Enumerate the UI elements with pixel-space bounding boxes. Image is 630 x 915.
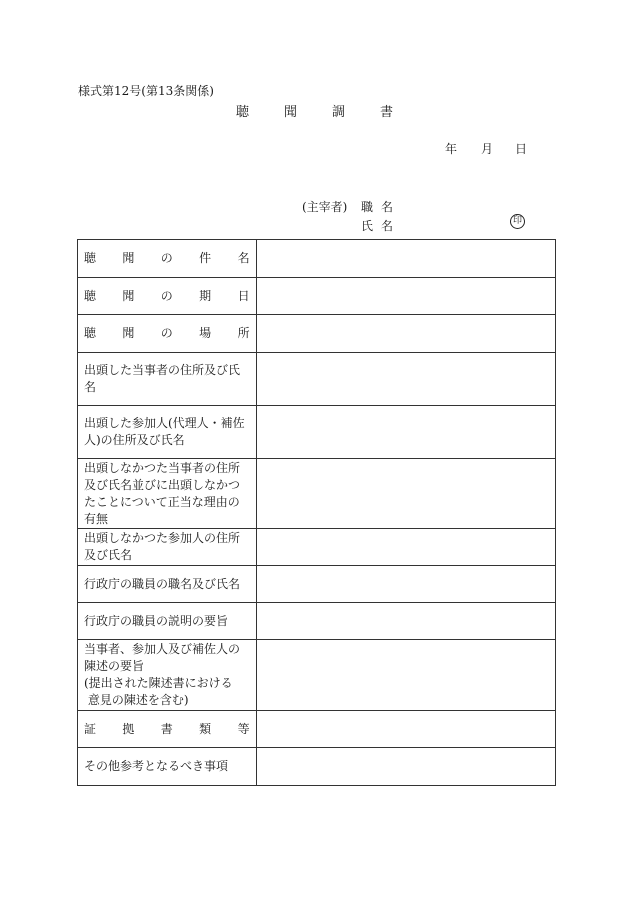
label-char: 件: [199, 251, 212, 265]
label-char: 場: [199, 326, 212, 340]
date-year-label: 年: [445, 142, 458, 156]
label-char: 聞: [122, 251, 135, 265]
row-label-spread: [84, 250, 250, 267]
label-char: 類: [199, 721, 212, 736]
row-value-field[interactable]: [256, 640, 555, 711]
title-char: 調: [332, 105, 346, 120]
row-value-field[interactable]: [256, 459, 555, 529]
table-row: [78, 640, 556, 711]
hearing-record-table: [77, 239, 556, 786]
label-char: 等: [237, 721, 250, 736]
label-char: の: [160, 326, 173, 340]
row-value-field[interactable]: [256, 711, 555, 748]
table-row: [78, 315, 556, 353]
label-char: の: [160, 251, 173, 265]
label-char: 所: [237, 326, 250, 340]
row-label: [78, 566, 257, 603]
row-value-field[interactable]: [256, 240, 555, 278]
title-char: 聴: [236, 105, 250, 120]
row-label: [78, 603, 257, 640]
label-char: 聴: [84, 326, 97, 340]
label-char: 書: [160, 721, 173, 736]
row-label: [78, 406, 257, 459]
row-value-field[interactable]: [256, 603, 555, 640]
row-value-field[interactable]: [256, 748, 555, 786]
row-label: [78, 353, 257, 406]
label-char: 聴: [84, 251, 97, 265]
label-char: 拠: [122, 721, 135, 736]
table-row: [78, 459, 556, 529]
row-label: [78, 315, 257, 353]
row-label-text: その他参考となるべき事項: [84, 759, 229, 773]
row-label: [78, 240, 257, 278]
row-label-text: 出頭しなかつた当事者の住所及び氏名並びに出頭しなかつたことについて正当な理由の有無: [84, 460, 241, 526]
date-day-label: 日: [515, 142, 528, 156]
row-label: [78, 711, 257, 748]
row-label-spread: [84, 325, 250, 342]
table-row: [78, 748, 556, 786]
row-label-text: 行政庁の職員の説明の要旨: [84, 613, 229, 628]
title-char: 書: [380, 105, 394, 120]
row-value-field[interactable]: [256, 529, 555, 566]
row-label: [78, 640, 257, 711]
row-label: [78, 529, 257, 566]
row-label-spread: [84, 721, 250, 738]
table-row: [78, 240, 556, 278]
table-row: [78, 406, 556, 459]
label-char: の: [160, 288, 173, 303]
table-row: [78, 711, 556, 748]
row-label: [78, 459, 257, 529]
row-label-text: 出頭しなかつた参加人の住所及び氏名: [84, 531, 241, 562]
row-value-field[interactable]: [256, 353, 555, 406]
row-label-spread: [84, 288, 250, 305]
label-char: 日: [237, 288, 250, 303]
row-value-field[interactable]: [256, 406, 555, 459]
row-label-text: 出頭した参加人(代理人・補佐人)の住所及び氏名: [84, 416, 245, 447]
title-char: 聞: [284, 105, 298, 120]
label-char: 聞: [122, 288, 135, 303]
row-label-text: 出頭した当事者の住所及び氏名: [84, 363, 241, 394]
row-label: [78, 278, 257, 315]
label-char: 聞: [122, 326, 135, 340]
row-label-text: 行政庁の職員の職名及び氏名: [84, 576, 241, 591]
label-char: 期: [199, 288, 212, 303]
date-month-label: 月: [481, 142, 494, 156]
label-char: 名: [237, 251, 250, 265]
table-row: [78, 566, 556, 603]
document-title: [236, 101, 428, 120]
row-value-field[interactable]: [256, 566, 555, 603]
row-label: [78, 748, 257, 786]
row-value-field[interactable]: [256, 315, 555, 353]
name-label: 氏名: [361, 219, 402, 233]
table-row: [78, 353, 556, 406]
table-row: [78, 278, 556, 315]
table-row: [78, 529, 556, 566]
label-char: 聴: [84, 288, 97, 303]
host-label: (主宰者): [302, 200, 348, 214]
row-value-field[interactable]: [256, 278, 555, 315]
seal-mark: 印: [510, 214, 525, 229]
form-number: 様式第12号(第13条関係): [78, 84, 214, 98]
post-label: 職名: [361, 200, 402, 214]
table-row: [78, 603, 556, 640]
row-label-text: 当事者、参加人及び補佐人の陳述の要旨 (提出された陳述書における 意見の陳述を含む): [84, 642, 241, 707]
label-char: 証: [84, 721, 97, 736]
